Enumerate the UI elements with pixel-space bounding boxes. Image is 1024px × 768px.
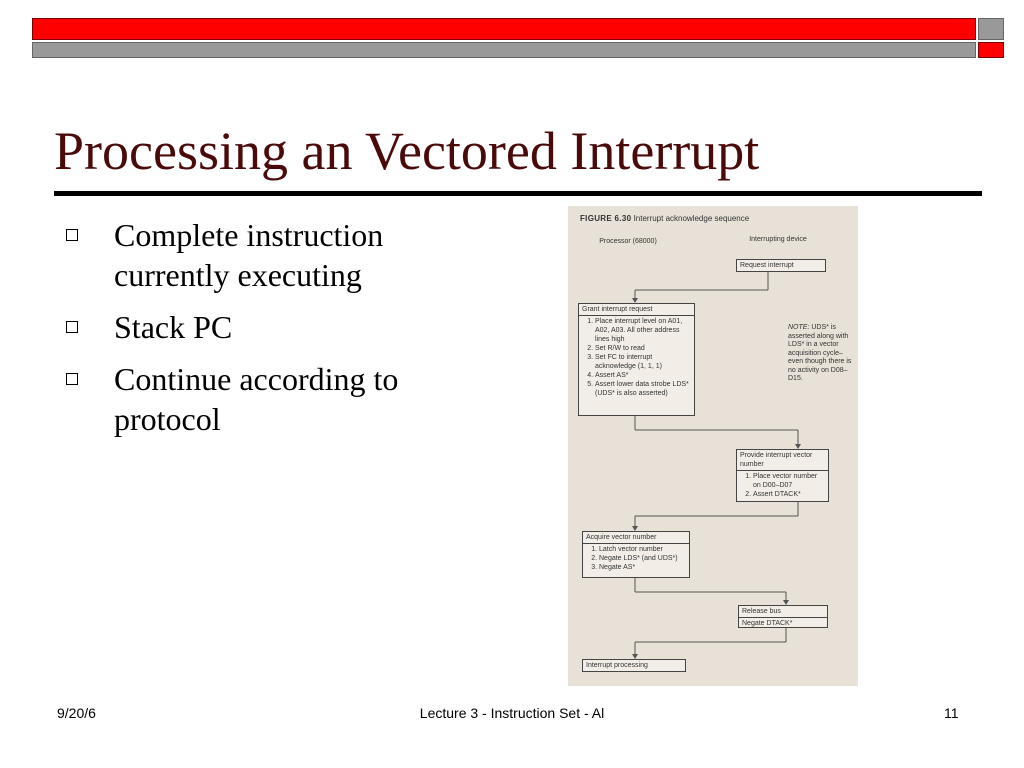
acquire-step: 1. Latch vector number (599, 545, 686, 554)
grant-step: 3. Set FC to interrupt acknowledge (1, 1, 1) (595, 353, 691, 371)
request-interrupt-label: Request interrupt (740, 262, 794, 269)
square-bullet-icon (66, 229, 78, 241)
grant-step: 5. Assert lower data strobe LDS* (UDS* is also asserted) (595, 380, 691, 398)
acquire-header: Acquire vector number (583, 532, 689, 544)
grant-interrupt-box (578, 303, 695, 416)
provide-vector-box (736, 449, 829, 502)
bullet-list (66, 215, 486, 451)
interrupt-processing-box (582, 659, 686, 672)
interrupt-acknowledge-figure (568, 206, 858, 686)
top-red-bar (32, 18, 976, 40)
bullet-item (66, 307, 486, 347)
figure-caption-text: Interrupt acknowledge sequence (633, 214, 750, 223)
release-header: Release bus (739, 606, 827, 618)
title-underline (54, 191, 982, 196)
provide-header: Provide interrupt vector number (737, 450, 828, 471)
bullet-item (66, 359, 486, 439)
note-label: NOTE: (788, 324, 810, 331)
top-gray-square (978, 18, 1004, 40)
bullet-text: Complete instruction currently executing (114, 217, 384, 293)
note-text: UDS* is asserted along with LDS* in a vector acquisition cycle–even though there is no activity on D08–D15. (788, 324, 852, 382)
release-step: Negate DTACK* (742, 620, 793, 627)
grant-header: Grant interrupt request (579, 304, 694, 316)
top-gray-bar (32, 42, 976, 58)
bullet-text: Stack PC (114, 309, 233, 345)
bullet-text: Continue according to protocol (114, 361, 399, 437)
processor-column-heading: Processor (68000) (599, 238, 657, 245)
figure-caption (580, 214, 749, 223)
acquire-step: 3. Negate AS* (599, 563, 686, 572)
bullet-item (66, 215, 486, 295)
provide-step: 2. Assert DTACK* (753, 490, 825, 499)
footer-page-number: 11 (944, 705, 959, 721)
release-bus-box (738, 605, 828, 628)
footer-title: Lecture 3 - Instruction Set - Al (419, 705, 605, 721)
interrupt-processing-label: Interrupt processing (586, 662, 648, 669)
acquire-vector-box (582, 531, 690, 578)
acquire-step: 2. Negate LDS* (and UDS*) (599, 554, 686, 563)
grant-step: 1. Place interrupt level on A01, A02, A03. All other address lines high (595, 317, 691, 344)
grant-step: 4. Assert AS* (595, 371, 691, 380)
figure-note (788, 324, 856, 384)
square-bullet-icon (66, 321, 78, 333)
device-column-heading: Interrupting device (749, 236, 807, 243)
figure-caption-label: FIGURE 6.30 (580, 214, 632, 223)
square-bullet-icon (66, 373, 78, 385)
grant-step: 2. Set R/W to read (595, 344, 691, 353)
slide-title: Processing an Vectored Interrupt (54, 121, 760, 181)
provide-step: 1. Place vector number on D00–D07 (753, 472, 825, 490)
top-red-square (978, 42, 1004, 58)
footer-date: 9/20/6 (57, 705, 96, 721)
request-interrupt-box (736, 259, 826, 272)
